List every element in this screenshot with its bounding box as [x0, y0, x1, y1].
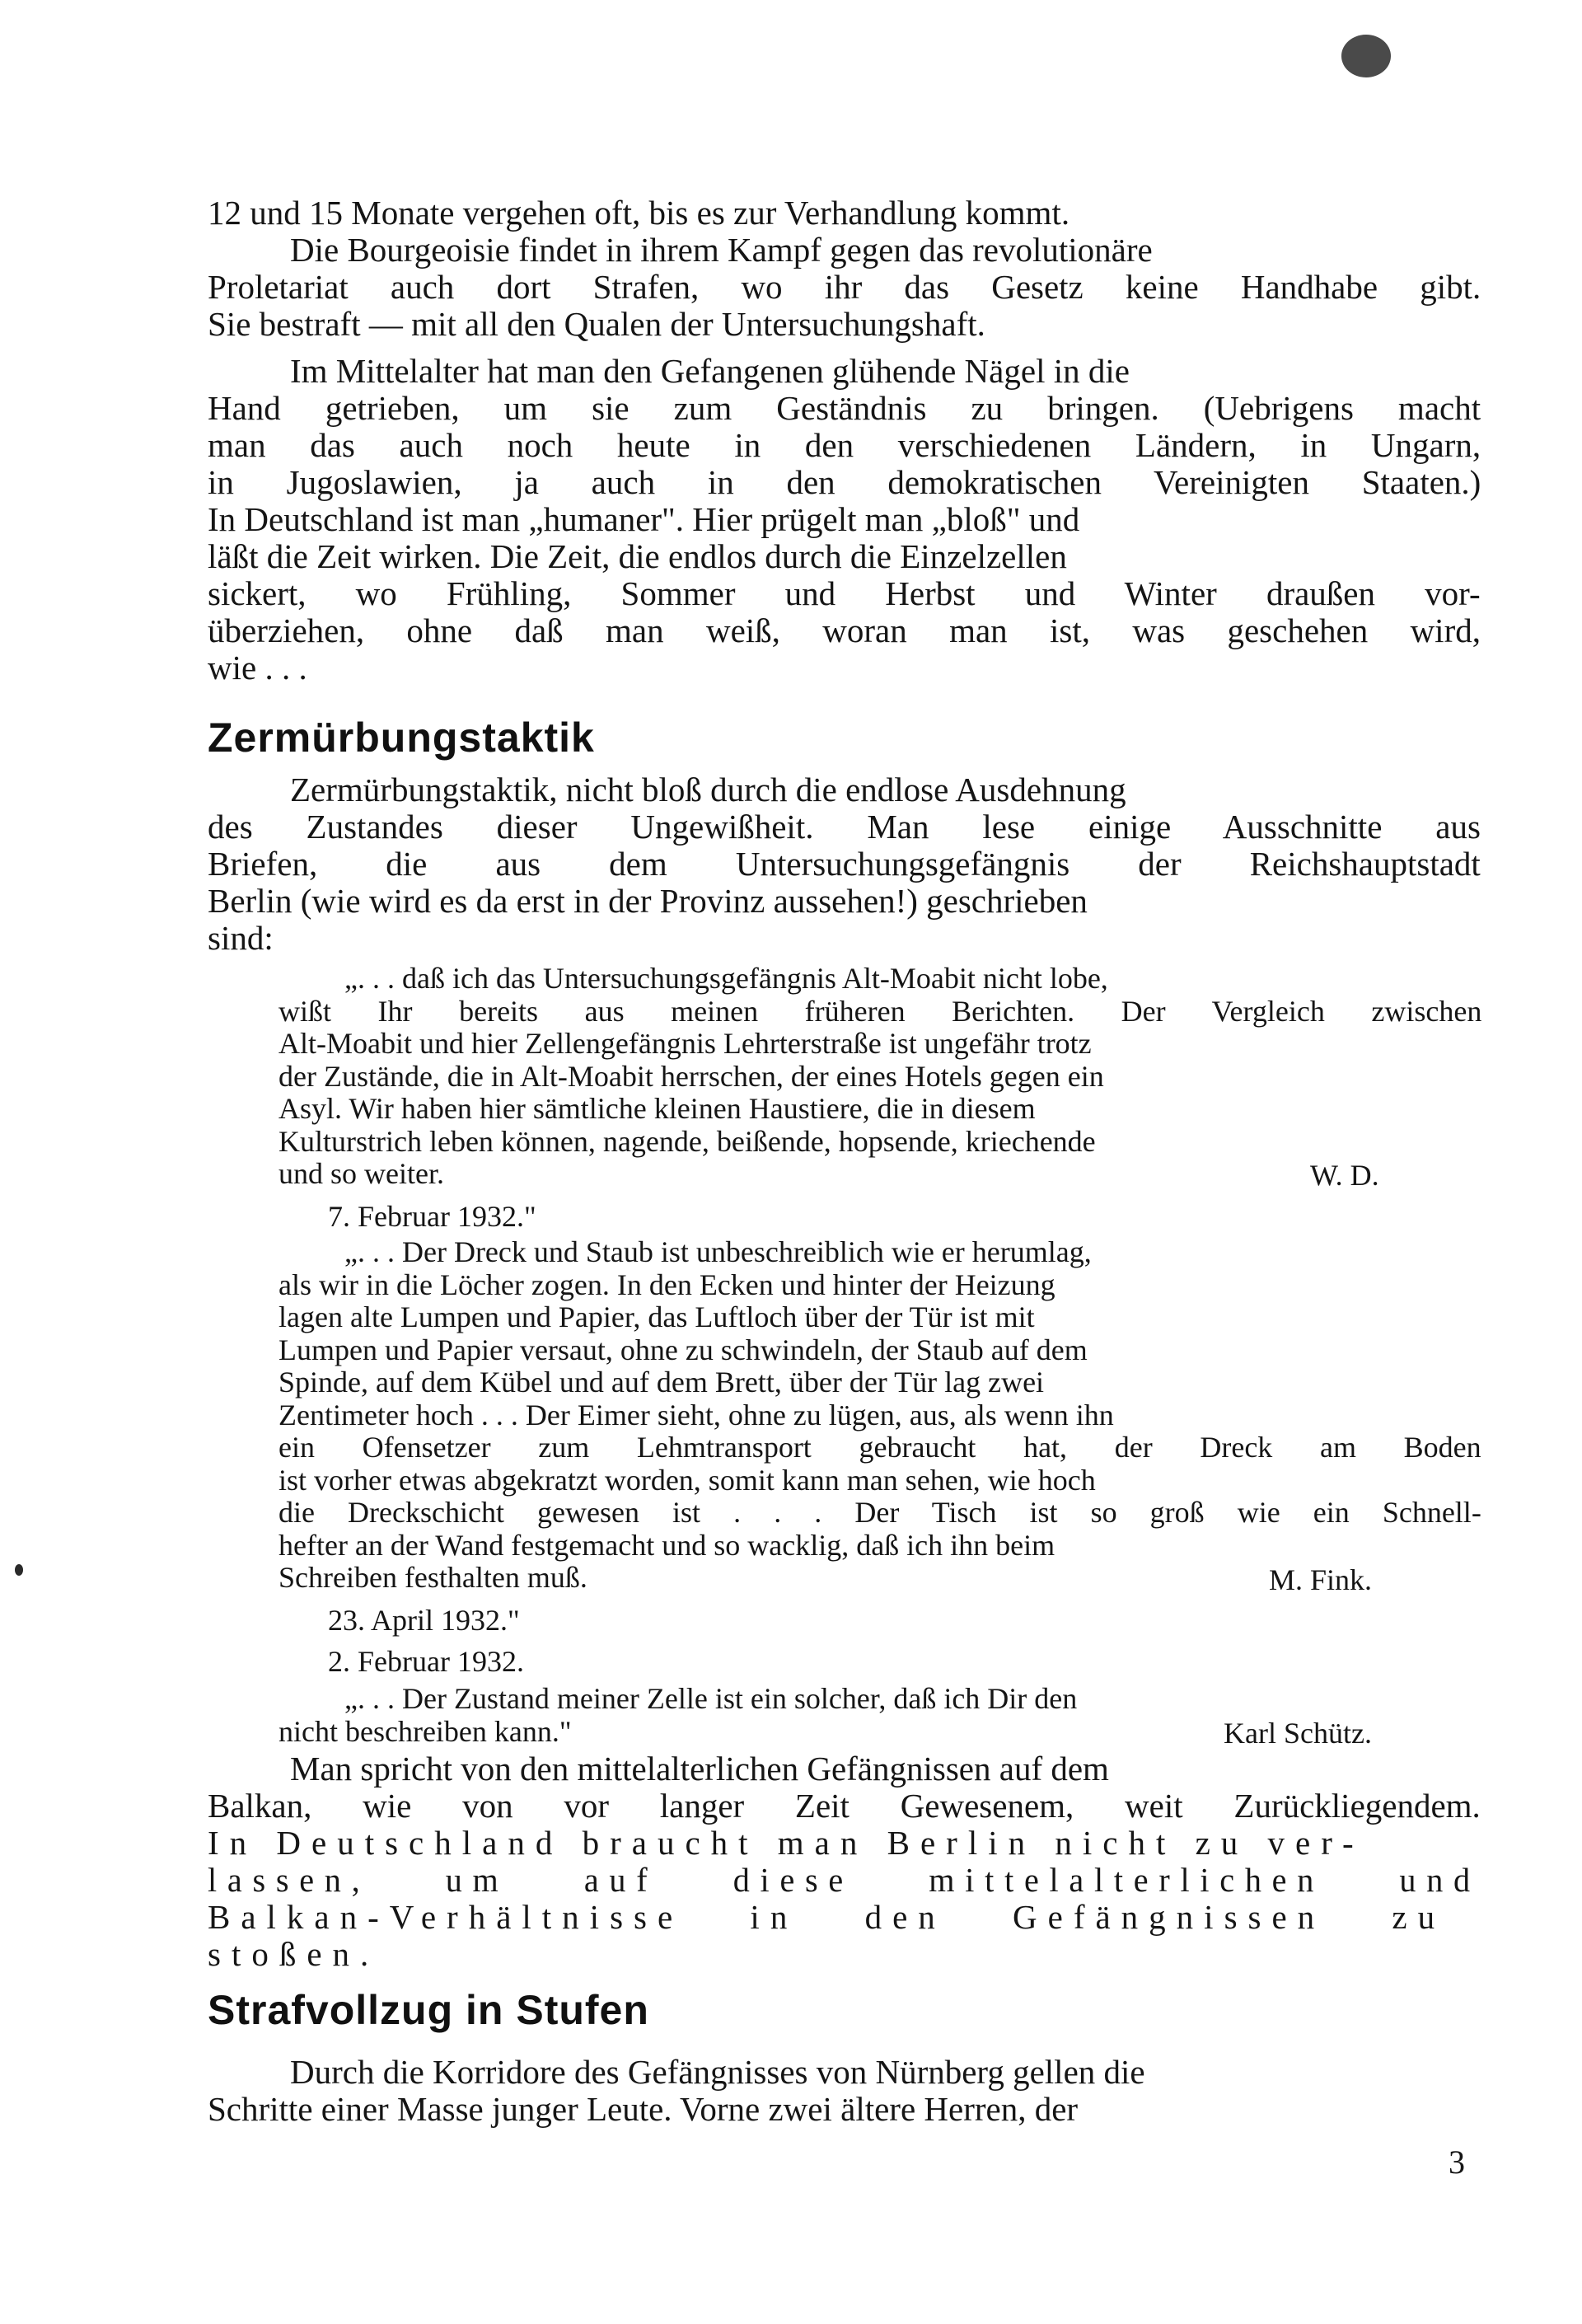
text-line: Durch die Korridore des Gefängnisses von Nürnberg gellen die: [290, 2053, 1145, 2091]
text-line: Asyl. Wir haben hier sämtliche kleinen Haustiere, die in diesem: [278, 1092, 1036, 1125]
letter-date: 2. Februar 1932.: [328, 1645, 524, 1678]
text-line: lagen alte Lumpen und Papier, das Luftloch über der Tür ist mit: [278, 1300, 1035, 1333]
text-line: Zermürbungstaktik, nicht bloß durch die endlose Ausdehnung: [290, 771, 1126, 808]
text-line: Briefen, die aus dem Untersuchungsgefängnis der Reichshauptstadt: [208, 845, 1481, 883]
text-line: Schreiben festhalten muß.: [278, 1561, 587, 1594]
signature-wd: W. D.: [1310, 1159, 1379, 1192]
text-line: Schritte einer Masse junger Leute. Vorne zwei ältere Herren, der: [208, 2090, 1079, 2128]
section-heading-strafvollzug: Strafvollzug in Stufen: [208, 1987, 649, 2033]
text-line: lassen, um auf diese mittelalterlichen und: [208, 1861, 1481, 1899]
text-line: läßt die Zeit wirken. Die Zeit, die endlos durch die Einzelzellen: [208, 537, 1067, 575]
paragraph-balkan: [208, 1750, 1481, 1973]
text-line: sind:: [208, 919, 274, 957]
text-line: des Zustandes dieser Ungewißheit. Man lese einige Ausschnitte aus: [208, 808, 1481, 846]
text-line: Im Mittelalter hat man den Gefangenen glühende Nägel in die: [290, 352, 1130, 390]
text-line: Berlin (wie wird es da erst in der Provinz aussehen!) geschrieben: [208, 882, 1088, 920]
scan-dot: [15, 1564, 23, 1576]
text-line: Hand getrieben, um sie zum Geständnis zu bringen. (Uebrigens macht: [208, 389, 1481, 427]
text-line: Die Bourgeoisie findet in ihrem Kampf gegen das revolutionäre: [290, 231, 1153, 269]
text-line: Lumpen und Papier versaut, ohne zu schwindeln, der Staub auf dem: [278, 1333, 1088, 1366]
section-heading-zermuerbungstaktik: Zermürbungstaktik: [208, 715, 595, 761]
text-line: hefter an der Wand festgemacht und so wacklig, daß ich ihn beim: [278, 1528, 1055, 1562]
letter-quote-wd: [278, 963, 1481, 1191]
signature-fink: M. Fink.: [1269, 1563, 1373, 1596]
paragraph-nuernberg: [208, 2054, 1481, 2128]
text-line: wißt Ihr bereits aus meinen früheren Berichten. Der Vergleich zwischen: [278, 994, 1482, 1028]
text-line: als wir in die Löcher zogen. In den Ecken und hinter der Heizung: [278, 1267, 1055, 1301]
text-line: In Deutschland braucht man Berlin nicht zu ver-: [208, 1824, 1364, 1862]
text-line: überziehen, ohne daß man weiß, woran man ist, was geschehen wird,: [208, 611, 1481, 649]
text-line: Kulturstrich leben können, nagende, beißende, hopsende, kriechende: [278, 1124, 1096, 1158]
text-line: die Dreckschicht gewesen ist . . . Der Tisch ist so groß wie ein Schnell-: [278, 1496, 1481, 1529]
letter-date: 7. Februar 1932.": [328, 1200, 536, 1233]
text-line: nicht beschreiben kann.": [278, 1714, 572, 1748]
text-line: man das auch noch heute in den verschiedenen Ländern, in Ungarn,: [208, 426, 1481, 464]
text-line: wie . . .: [208, 649, 307, 686]
text-line: Proletariat auch dort Strafen, wo ihr das Gesetz keine Handhabe gibt.: [208, 268, 1481, 306]
page-number: 3: [1449, 2144, 1465, 2181]
letter-date: 23. April 1932.": [328, 1604, 520, 1637]
text-line: Spinde, auf dem Kübel und auf dem Brett, über der Tür lag zwei: [278, 1366, 1045, 1399]
signature-schuetz: Karl Schütz.: [1224, 1717, 1372, 1750]
text-line: „. . . Der Dreck und Staub ist unbeschreiblich wie er herumlag,: [344, 1235, 1092, 1268]
text-line: „. . . daß ich das Untersuchungsgefängnis Alt-Moabit nicht lobe,: [344, 962, 1108, 995]
paragraph-zermuerbungstaktik: [208, 771, 1481, 957]
letter-quote-fink: [278, 1236, 1481, 1595]
text-line: stoßen.: [208, 1935, 380, 1973]
text-line: sickert, wo Frühling, Sommer und Herbst und Winter draußen vor-: [208, 574, 1481, 612]
text-line: Man spricht von den mittelalterlichen Gefängnissen auf dem: [290, 1750, 1109, 1788]
text-line: Sie bestraft — mit all den Qualen der Untersuchungshaft.: [208, 305, 985, 343]
text-line: Balkan, wie von vor langer Zeit Gewesenem, weit Zurückliegendem.: [208, 1787, 1481, 1825]
text-line: in Jugoslawien, ja auch in den demokratischen Vereinigten Staaten.): [208, 463, 1481, 501]
text-line: ein Ofensetzer zum Lehmtransport gebraucht hat, der Dreck am Boden: [278, 1431, 1481, 1464]
text-line: und so weiter.: [278, 1157, 444, 1190]
text-line: Zentimeter hoch . . . Der Eimer sieht, ohne zu lügen, aus, als wenn ihn: [278, 1398, 1114, 1431]
paragraph-middle-ages: [208, 353, 1481, 686]
text-line: der Zustände, die in Alt-Moabit herrschen, der eines Hotels gegen ein: [278, 1059, 1104, 1093]
text-line: In Deutschland ist man „humaner". Hier prügelt man „bloß" und: [208, 500, 1080, 538]
text-line: Alt-Moabit und hier Zellengefängnis Lehrterstraße ist ungefähr trotz: [278, 1027, 1092, 1060]
text-line: 12 und 15 Monate vergehen oft, bis es zur Verhandlung kommt.: [208, 194, 1070, 232]
text-line: Balkan-Verhältnisse in den Gefängnissen zu: [208, 1898, 1446, 1936]
text-line: ist vorher etwas abgekratzt worden, somit kann man sehen, wie hoch: [278, 1463, 1096, 1497]
text-line: „. . . Der Zustand meiner Zelle ist ein solcher, daß ich Dir den: [344, 1682, 1078, 1715]
scan-smudge: [1341, 35, 1391, 77]
intro-paragraph: [208, 194, 1481, 343]
